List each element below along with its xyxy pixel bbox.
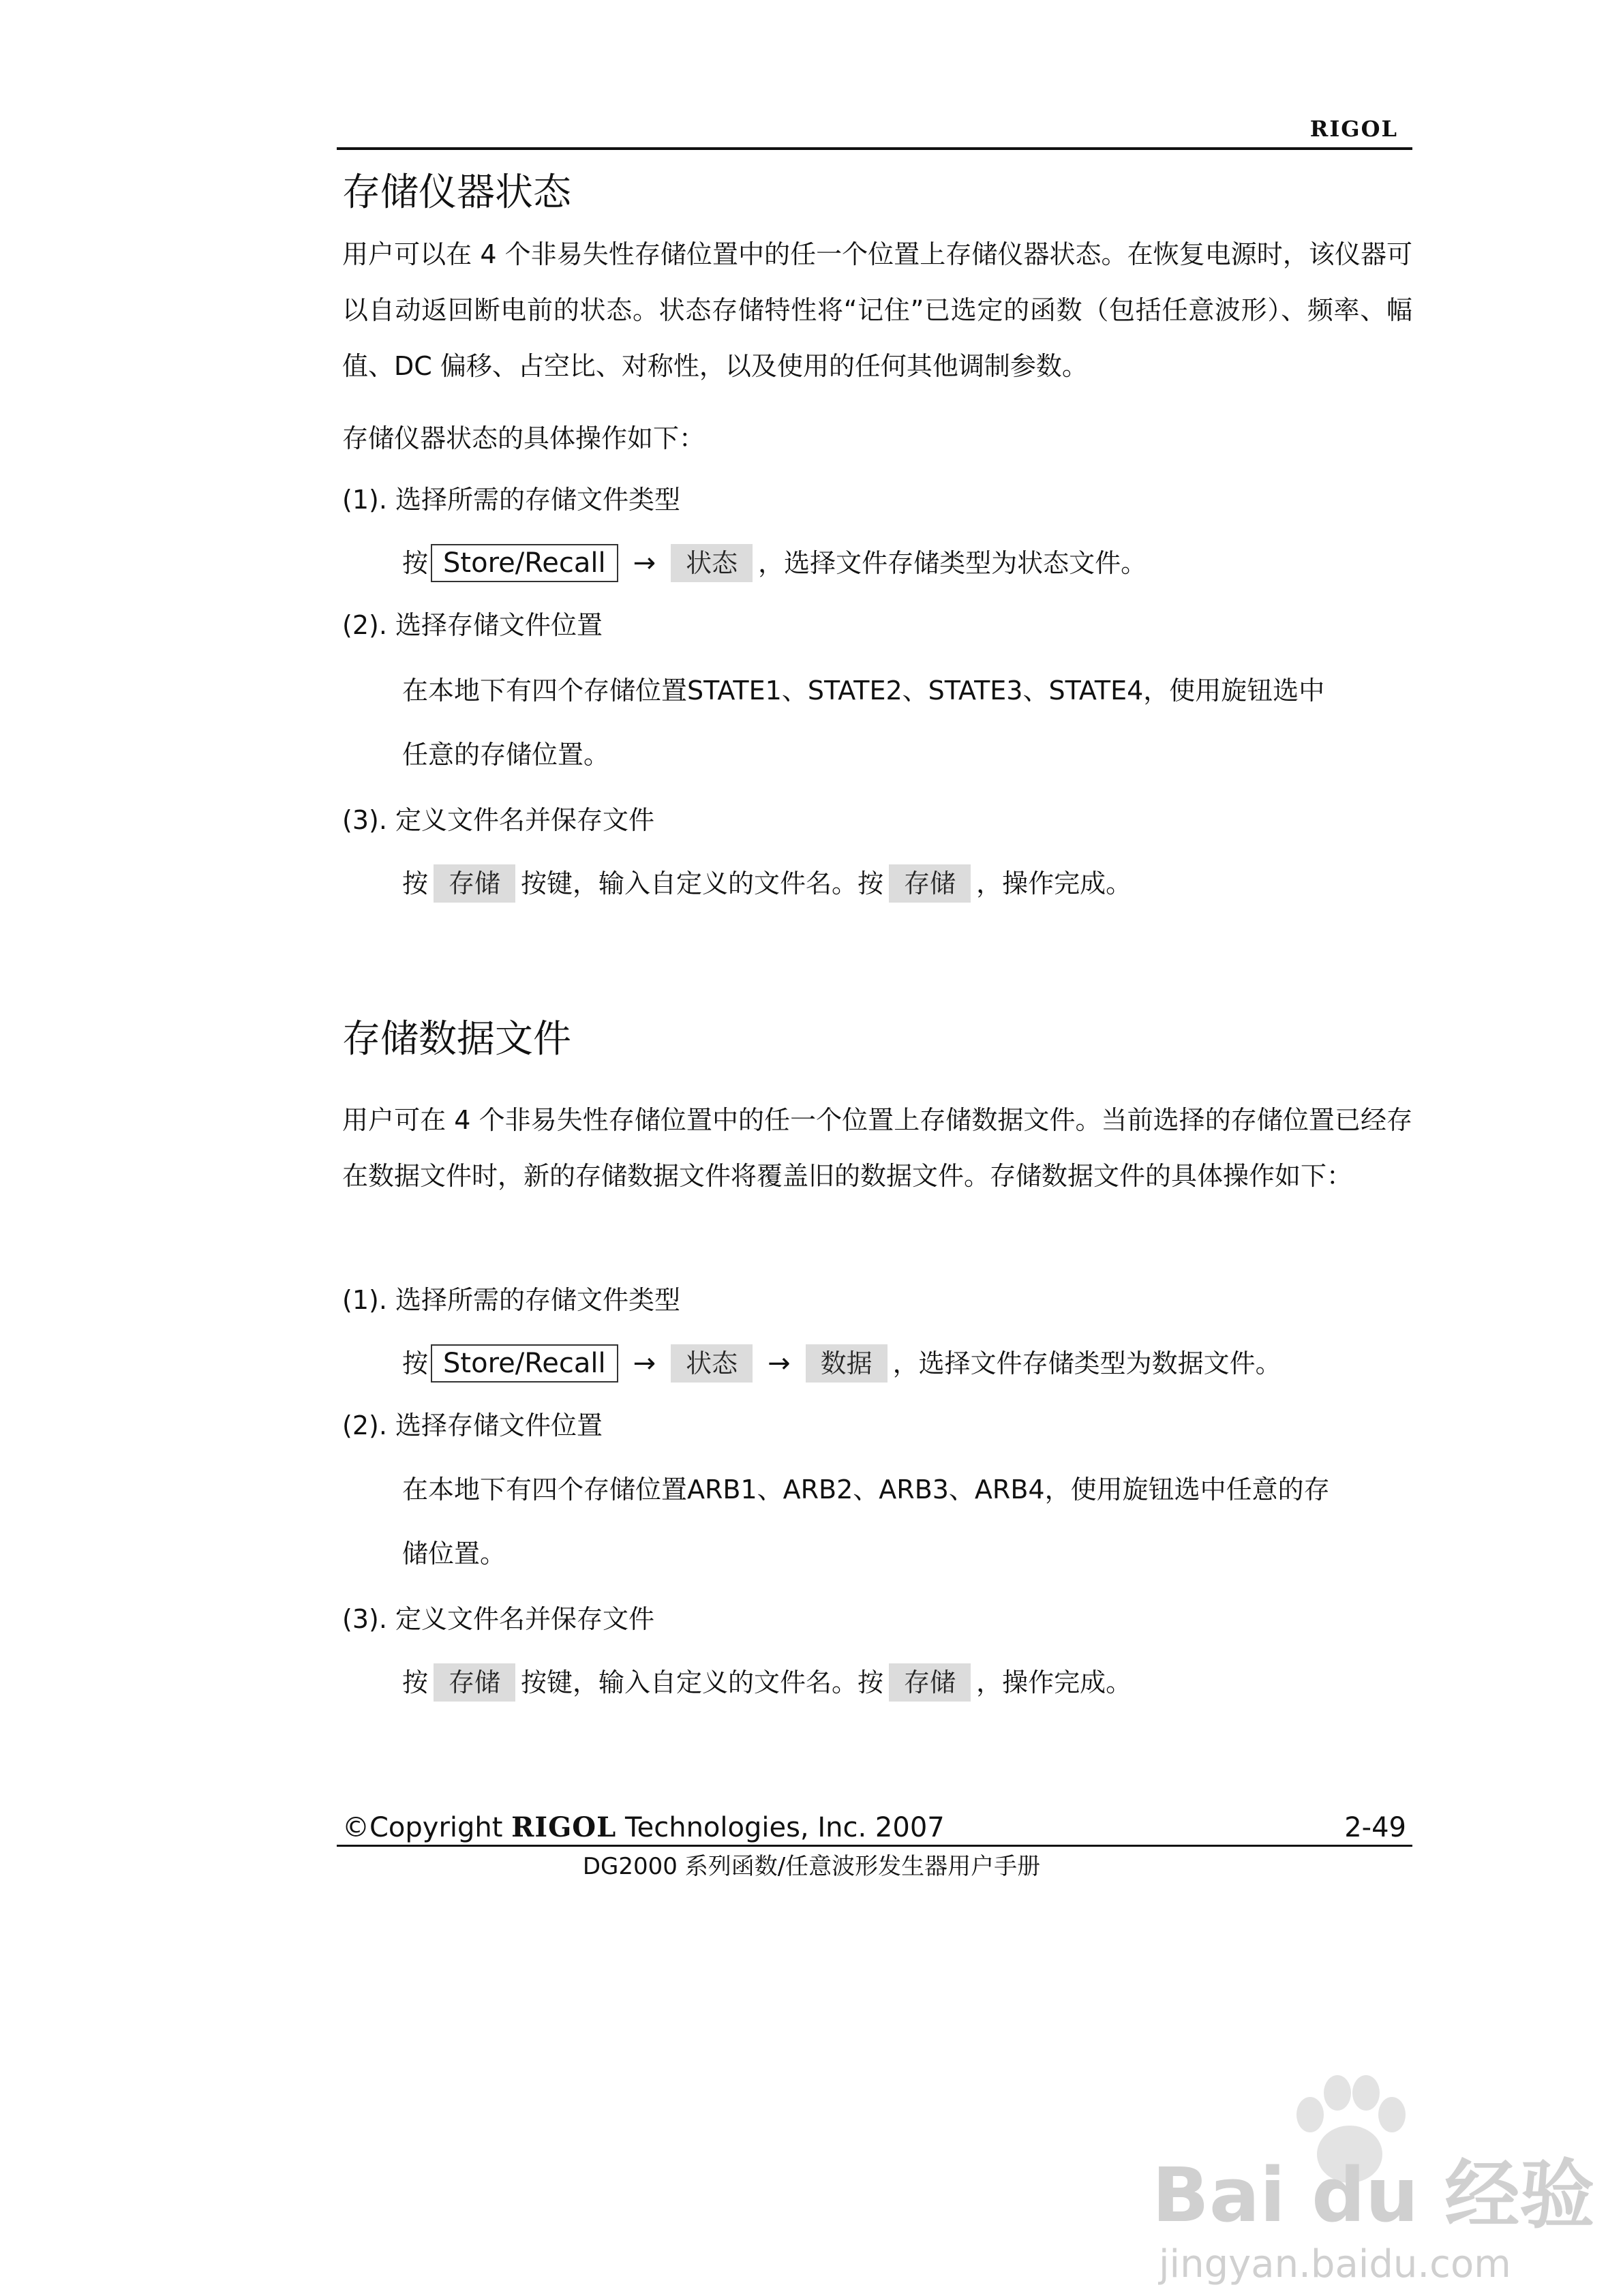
softkey-store[interactable]: 存储 — [434, 1663, 515, 1702]
press-text: 按 — [402, 548, 429, 578]
step1-tail: ，选择文件存储类型为数据文件。 — [892, 1348, 1281, 1378]
section1-ops-intro: 存储仪器状态的具体操作如下： — [342, 423, 706, 453]
press-text: 按 — [402, 1667, 429, 1697]
section1-step2-line1: 在本地下有四个存储位置STATE1、STATE2、STATE3、STATE4，使用旋钮选中 — [402, 676, 1325, 706]
arrow-right-icon: → — [633, 1348, 656, 1379]
footer-rule — [337, 1845, 1412, 1847]
copyright-suffix: Technologies, Inc. 2007 — [616, 1812, 945, 1843]
section2-step1-title: (1). 选择所需的存储文件类型 — [342, 1285, 680, 1315]
manual-title: DG2000 系列函数/任意波形发生器用户手册 — [582, 1853, 1041, 1880]
page-number: 2-49 — [1344, 1812, 1406, 1843]
softkey-state[interactable]: 状态 — [671, 1344, 753, 1383]
footer-copyright — [342, 1811, 945, 1845]
section1-title: 存储仪器状态 — [342, 170, 571, 215]
section2-title: 存储数据文件 — [342, 1017, 571, 1061]
press-text: 按 — [402, 1348, 429, 1378]
softkey-data[interactable]: 数据 — [806, 1344, 888, 1383]
section1-step1-title: (1). 选择所需的存储文件类型 — [342, 485, 680, 515]
softkey-store[interactable]: 存储 — [434, 864, 515, 903]
arrow-right-icon: → — [768, 1348, 791, 1379]
section2-step3-instruction — [402, 1663, 1132, 1702]
section1-step3-title: (3). 定义文件名并保存文件 — [342, 805, 654, 835]
section1-step2-title: (2). 选择存储文件位置 — [342, 610, 603, 640]
store-recall-key[interactable]: Store/Recall — [431, 544, 618, 582]
copyright-prefix: ©Copyright — [342, 1812, 512, 1843]
arrow-right-icon: → — [633, 547, 656, 579]
step3-mid: 按键，输入自定义的文件名。按 — [521, 1667, 884, 1697]
softkey-state[interactable]: 状态 — [671, 544, 753, 582]
section2-step3-title: (3). 定义文件名并保存文件 — [342, 1604, 654, 1634]
press-text: 按 — [402, 868, 429, 898]
header-rule — [337, 147, 1412, 150]
step1-tail: ，选择文件存储类型为状态文件。 — [758, 548, 1147, 578]
watermark-brand: Bai du 经验 — [1152, 2151, 1595, 2239]
header-brand: RIGOL — [1309, 116, 1398, 142]
store-recall-key[interactable]: Store/Recall — [431, 1344, 618, 1383]
step3-tail: ，操作完成。 — [976, 1667, 1132, 1697]
section1-step1-instruction — [402, 544, 1147, 582]
section1-step3-instruction — [402, 864, 1132, 903]
softkey-store[interactable]: 存储 — [889, 864, 971, 903]
step3-tail: ，操作完成。 — [976, 868, 1132, 898]
watermark-url: jingyan.baidu.com — [1159, 2242, 1511, 2286]
step3-mid: 按键，输入自定义的文件名。按 — [521, 868, 884, 898]
section2-intro: 用户可在 4 个非易失性存储位置中的任一个位置上存储数据文件。当前选择的存储位置已经存在数据文件时，新的存储数据文件将覆盖旧的数据文件。存储数据文件的具体操作如下： — [342, 1105, 1412, 1191]
copyright-brand: RIGOL — [511, 1811, 617, 1843]
section2-step2-title: (2). 选择存储文件位置 — [342, 1410, 603, 1440]
section2-step1-instruction — [402, 1344, 1281, 1383]
section2-step2-line1: 在本地下有四个存储位置ARB1、ARB2、ARB3、ARB4，使用旋钮选中任意的存 — [402, 1475, 1330, 1505]
section1-intro: 用户可以在 4 个非易失性存储位置中的任一个位置上存储仪器状态。在恢复电源时，该仪器可以自动返回断电前的状态。状态存储特性将“记住”已选定的函数（包括任意波形）、频率、幅值、DC 偏移、占空比、对称性，以及使用的任何其他调制参数。 — [342, 239, 1412, 381]
softkey-store[interactable]: 存储 — [889, 1663, 971, 1702]
section2-step2-line2: 储位置。 — [402, 1539, 506, 1569]
section1-step2-line2: 任意的存储位置。 — [402, 740, 610, 770]
